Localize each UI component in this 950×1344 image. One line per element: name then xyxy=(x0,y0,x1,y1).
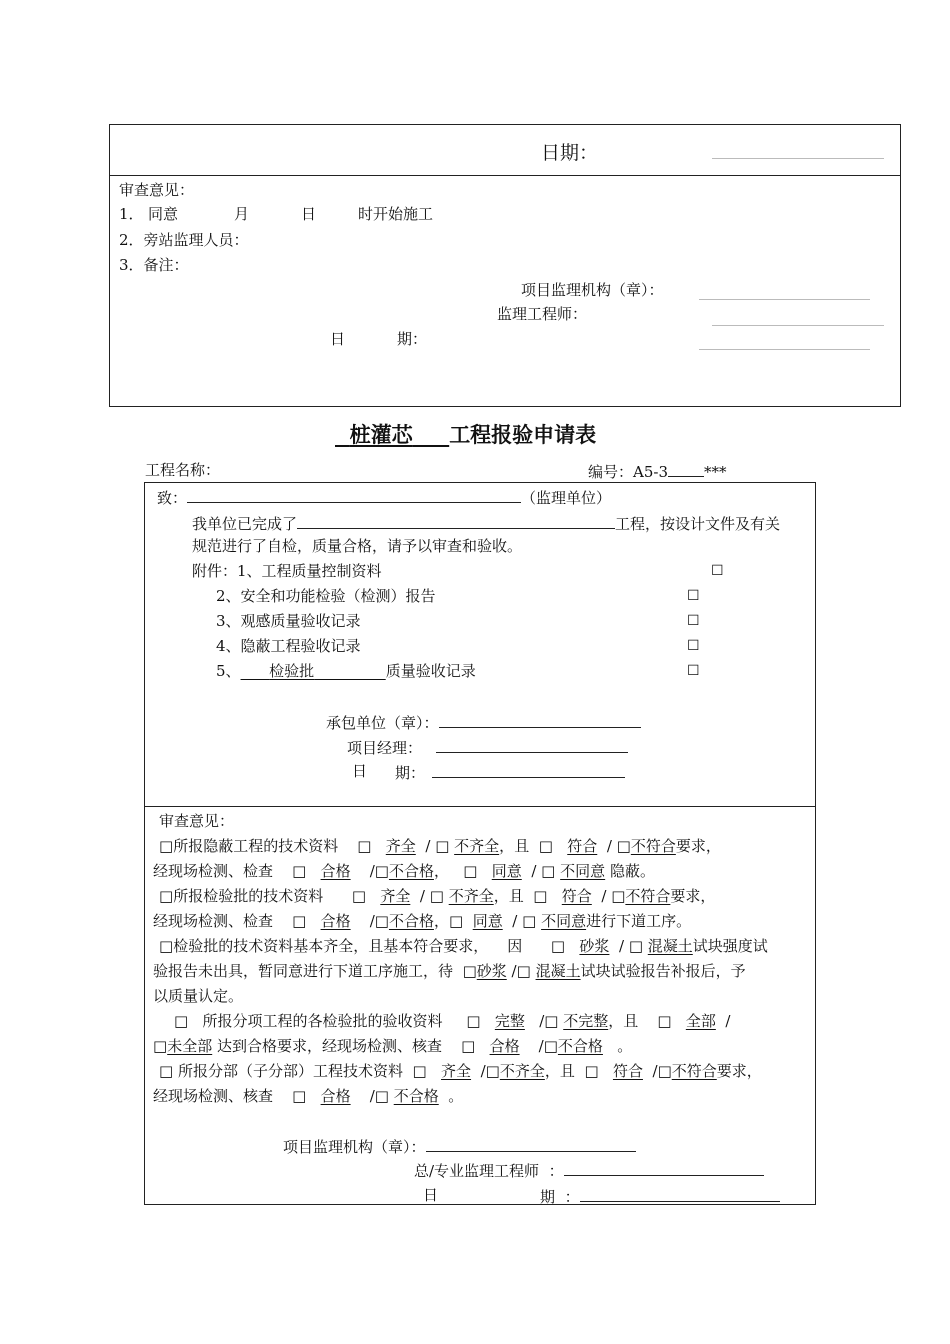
app-completed-row xyxy=(192,513,780,533)
review-p4-notwhole-box[interactable]: □ xyxy=(544,1012,559,1030)
review-p1-fail-box[interactable]: □ xyxy=(374,862,389,880)
review-p3-wait-text: 验报告未出具，暂同意进行下道工序施工，待 xyxy=(153,962,454,980)
contractor-row xyxy=(326,712,641,732)
review-p5-conform-box[interactable]: □ xyxy=(584,1062,599,1080)
review-p1-check-text: 经现场检测、检查 xyxy=(153,862,274,880)
review-p1-incomplete-box[interactable]: □ xyxy=(435,837,450,855)
app-to-row xyxy=(157,487,611,507)
review-p1-disagree-box[interactable]: □ xyxy=(541,862,556,880)
top-item1-start: 时开始施工 xyxy=(358,205,434,223)
review-p2-text: 所报检验批的技术资料 xyxy=(173,887,324,905)
review-p4-notall-box[interactable]: □ xyxy=(153,1037,168,1055)
app-completed-suffix: 工程，按设计文件及有关 xyxy=(615,515,781,533)
attachment-5-fill: 检验批 xyxy=(269,662,315,680)
project-name-label: 工程名称： xyxy=(145,461,221,479)
attachment-item-5 xyxy=(216,662,476,680)
review-date-blank xyxy=(580,1186,780,1202)
review-slash: / xyxy=(618,937,625,955)
review-p2-incomplete-box[interactable]: □ xyxy=(429,887,444,905)
review-p2-agree: 同意 xyxy=(472,912,503,930)
app-date-qi: 期： xyxy=(395,764,426,782)
review-chief-row xyxy=(414,1160,764,1180)
form-number xyxy=(588,461,727,481)
review-slash: / xyxy=(606,837,612,855)
review-p4-text: 所报分项工程的各检验批的验收资料 xyxy=(202,1012,443,1030)
review-p3-mortar2-box[interactable]: □ xyxy=(462,962,477,980)
review-p2-complete: 齐全 xyxy=(380,887,411,905)
review-slash: / xyxy=(369,912,375,930)
form-number-label: 编号：A5-3 xyxy=(588,463,668,481)
review-p4-pass-box[interactable]: □ xyxy=(461,1037,476,1055)
review-p4-line2 xyxy=(153,1037,632,1055)
review-p1-end: 隐蔽。 xyxy=(609,862,655,880)
review-slash: / xyxy=(512,912,518,930)
review-colon: ： xyxy=(564,1188,580,1206)
form-title xyxy=(335,422,596,448)
review-p2-line1: □所报检验批的技术资料 □ 齐全 / □ 不齐全，且 □ 符合 / □不符合要求， xyxy=(159,887,716,905)
review-p3-mortar-box[interactable]: □ xyxy=(550,937,566,955)
review-p1-fail: 不合格 xyxy=(388,862,434,880)
top-item1-agree: 同意 xyxy=(148,205,179,223)
review-p1-line1: □所报隐蔽工程的技术资料 □ 齐全 / □ 不齐全，且 □ 符合 / □不符合要求， xyxy=(159,837,721,855)
review-slash: / xyxy=(369,1087,375,1105)
review-p1-conform-box[interactable]: □ xyxy=(538,837,553,855)
review-p5-box[interactable]: □ xyxy=(159,1062,174,1080)
review-p5-pass-box[interactable]: □ xyxy=(292,1087,307,1105)
review-p4-box[interactable]: □ xyxy=(174,1012,189,1030)
review-p3-line1 xyxy=(159,937,768,955)
app-to-blank xyxy=(187,487,521,503)
review-org-blank xyxy=(426,1136,636,1152)
attachment-checkbox-1[interactable]: ☐ xyxy=(711,563,724,579)
review-p4-fail-box[interactable]: □ xyxy=(543,1037,558,1055)
attachment-5-suffix: 质量验收记录 xyxy=(385,662,476,680)
review-p2-conform: 符合 xyxy=(561,887,592,905)
top-date2-line xyxy=(699,349,870,350)
review-p2-agree-box[interactable]: □ xyxy=(448,912,464,930)
review-p5-nonconform-box[interactable]: □ xyxy=(657,1062,672,1080)
review-slash: / xyxy=(419,887,425,905)
review-p4-all: 全部 xyxy=(685,1012,716,1030)
top-org-line xyxy=(699,299,870,300)
review-p1-box[interactable]: □ xyxy=(159,837,174,855)
contractor-blank xyxy=(439,712,641,728)
review-p1-complete: 齐全 xyxy=(385,837,416,855)
review-and: 且 xyxy=(559,1062,575,1080)
top-date-line xyxy=(712,158,884,159)
application-divider xyxy=(144,806,816,807)
review-slash: / xyxy=(725,1012,731,1030)
review-p1-conform: 符合 xyxy=(567,837,598,855)
review-p1-line2: 经现场检测、检查 □ 合格 /□不合格， □ 同意 / □ 不同意 隐蔽。 xyxy=(153,862,655,880)
review-p5-nonconform: 不符合 xyxy=(671,1062,717,1080)
review-p3-mortar: 砂浆 xyxy=(579,937,610,955)
attachment-checkbox-5[interactable]: ☐ xyxy=(687,663,700,679)
top-date-label: 日期： xyxy=(541,142,599,164)
top-form-divider xyxy=(109,175,901,176)
review-p4-check-text: 达到合格要求，经现场检测、核查 xyxy=(216,1037,442,1055)
review-p4-whole-box[interactable]: □ xyxy=(466,1012,481,1030)
top-item1-num: 1． xyxy=(119,205,144,223)
review-p2-pass-box[interactable]: □ xyxy=(292,912,307,930)
review-and-comma: ，且 xyxy=(608,1012,639,1030)
review-p4-fail: 不合格 xyxy=(557,1037,603,1055)
attachment-checkbox-4[interactable]: ☐ xyxy=(687,638,700,654)
review-p3-line3: 以质量认定。 xyxy=(153,987,244,1005)
review-p1-incomplete: 不齐全 xyxy=(454,837,500,855)
attachment-5-num: 5、 xyxy=(216,662,241,680)
top-engineer-label: 监理工程师： xyxy=(497,305,588,323)
manager-row xyxy=(347,737,628,757)
review-chief-label: 总/专业监理工程师 xyxy=(414,1162,540,1180)
title-rest: 工程报验申请表 xyxy=(449,423,597,447)
review-p2-nonconform: 不符合 xyxy=(625,887,671,905)
review-p3-line2 xyxy=(153,962,746,980)
review-heading: 审查意见： xyxy=(159,812,235,830)
review-slash: / xyxy=(480,1062,486,1080)
form-number-suffix: *** xyxy=(704,463,727,481)
top-item3: 3．备注： xyxy=(119,256,189,274)
app-attachments-label: 附件： xyxy=(192,562,238,580)
review-p4-notall: 未全部 xyxy=(167,1037,213,1055)
top-form-box xyxy=(109,124,901,407)
review-p4-all-box[interactable]: □ xyxy=(657,1012,672,1030)
review-p3-test: 试块强度试 xyxy=(692,937,768,955)
app-date-blank xyxy=(432,762,625,778)
review-p1-agree: 同意 xyxy=(491,862,522,880)
review-p3-mortar2: 砂浆 xyxy=(476,962,507,980)
contractor-label: 承包单位（章）： xyxy=(326,714,439,732)
review-req-suffix: 要求， xyxy=(716,1062,762,1080)
review-p4-whole: 完整 xyxy=(494,1012,525,1030)
review-and: 且 xyxy=(514,837,530,855)
review-req-suffix: 要求， xyxy=(675,837,721,855)
review-p3-text: 检验批的技术资料基本齐全，且基本符合要求， xyxy=(173,937,489,955)
form-number-blank xyxy=(668,461,704,477)
top-review-heading: 审查意见： xyxy=(119,181,195,199)
review-p1-pass-box[interactable]: □ xyxy=(292,862,307,880)
review-p5-incomplete: 不齐全 xyxy=(499,1062,545,1080)
review-p2-fail-box[interactable]: □ xyxy=(374,912,389,930)
review-slash: / xyxy=(652,1062,658,1080)
top-date-ri: 日 xyxy=(330,330,346,348)
review-p1-agree-box[interactable]: □ xyxy=(463,862,478,880)
app-date-row xyxy=(395,762,625,782)
review-slash: / xyxy=(539,1012,545,1030)
review-slash: / xyxy=(601,887,607,905)
top-org-label: 项目监理机构（章）： xyxy=(521,281,664,299)
review-p1-nonconform: 不符合 xyxy=(630,837,676,855)
attachment-checkbox-3[interactable]: ☐ xyxy=(687,613,700,629)
app-to-label: 致： xyxy=(157,489,188,507)
review-p4-end: 。 xyxy=(617,1037,633,1055)
top-item1-month: 月 xyxy=(234,205,250,223)
review-p2-box[interactable]: □ xyxy=(159,887,174,905)
review-slash: / xyxy=(511,962,517,980)
review-p2-nonconform-box[interactable]: □ xyxy=(611,887,626,905)
review-p2-line2: 经现场检测、检查 □ 合格 /□不合格，□ 同意 / □ 不同意进行下道工序。 xyxy=(153,912,692,930)
top-item1-day: 日 xyxy=(301,205,317,223)
review-req-suffix: 要求， xyxy=(670,887,716,905)
manager-label: 项目经理： xyxy=(347,739,423,757)
review-slash: / xyxy=(425,837,431,855)
review-p2-check-text: 经现场检测、检查 xyxy=(153,912,274,930)
review-p4-notwhole: 不完整 xyxy=(563,1012,609,1030)
review-p1-pass: 合格 xyxy=(320,862,351,880)
review-date-qi: 期 xyxy=(540,1188,556,1206)
review-p3-concrete: 混凝土 xyxy=(647,937,693,955)
review-p1-text: 所报隐蔽工程的技术资料 xyxy=(173,837,339,855)
app-supervisor-unit: （监理单位） xyxy=(521,489,612,507)
attachment-item-2: 2、安全和功能检验（检测）报告 xyxy=(216,587,436,605)
review-date-row xyxy=(540,1186,780,1206)
attachment-checkbox-2[interactable]: ☐ xyxy=(687,588,700,604)
top-date-qi: 期： xyxy=(397,330,428,348)
top-engineer-line xyxy=(712,325,884,326)
review-p5-incomplete-box[interactable]: □ xyxy=(485,1062,500,1080)
review-p5-line1: □ 所报分部（子分部）工程技术资料 □ 齐全 /□不齐全，且 □ 符合 /□不符合要求， xyxy=(159,1062,762,1080)
review-and: 且 xyxy=(508,887,524,905)
review-slash: / xyxy=(538,1037,544,1055)
review-slash: / xyxy=(369,862,375,880)
review-p1-nonconform-box[interactable]: □ xyxy=(616,837,631,855)
review-p4-pass: 合格 xyxy=(489,1037,520,1055)
review-org-label: 项目监理机构（章）： xyxy=(283,1138,426,1156)
review-p4-line1 xyxy=(174,1012,730,1030)
review-p2-conform-box[interactable]: □ xyxy=(533,887,548,905)
review-p5-check-text: 经现场检测、核查 xyxy=(153,1087,274,1105)
review-p3-concrete-box[interactable]: □ xyxy=(628,937,643,955)
review-org-row xyxy=(283,1136,636,1156)
app-completed-prefix: 我单位已完成了 xyxy=(192,515,298,533)
review-p1-disagree: 不同意 xyxy=(560,862,606,880)
app-completed-blank xyxy=(297,513,615,529)
review-p5-complete-box[interactable]: □ xyxy=(412,1062,427,1080)
review-p5-text: 所报分部（子分部）工程技术资料 xyxy=(177,1062,403,1080)
review-p5-line2 xyxy=(153,1087,463,1105)
review-p2-complete-box[interactable]: □ xyxy=(351,887,366,905)
app-line2: 规范进行了自检，质量合格，请予以审查和验收。 xyxy=(192,537,523,555)
app-attachments-row xyxy=(192,562,382,580)
app-date-ri: 日 xyxy=(352,762,368,780)
manager-blank xyxy=(436,737,628,753)
review-p5-conform: 符合 xyxy=(612,1062,643,1080)
review-p2-end: 进行下道工序。 xyxy=(586,912,692,930)
review-p5-end: 。 xyxy=(448,1087,464,1105)
review-chief-blank xyxy=(564,1160,764,1176)
review-p2-fail: 不合格 xyxy=(388,912,434,930)
attachment-item-3: 3、观感质量验收记录 xyxy=(216,612,361,630)
review-p2-incomplete: 不齐全 xyxy=(448,887,494,905)
review-p3-concrete2-box[interactable]: □ xyxy=(516,962,531,980)
review-p2-pass: 合格 xyxy=(320,912,351,930)
review-p5-complete: 齐全 xyxy=(441,1062,472,1080)
review-p5-fail: 不合格 xyxy=(393,1087,439,1105)
title-project-type: 桩灌芯 xyxy=(349,423,413,447)
review-p2-disagree-box[interactable]: □ xyxy=(522,912,537,930)
review-slash: / xyxy=(531,862,537,880)
review-colon: ： xyxy=(548,1162,564,1180)
attachment-item-4: 4、隐蔽工程验收记录 xyxy=(216,637,361,655)
review-p1-complete-box[interactable]: □ xyxy=(357,837,372,855)
review-p3-concrete2: 混凝土 xyxy=(535,962,581,980)
attachment-item-1: 1、工程质量控制资料 xyxy=(237,562,382,580)
review-p5-pass: 合格 xyxy=(320,1087,351,1105)
review-p2-disagree: 不同意 xyxy=(541,912,587,930)
top-item2: 2．旁站监理人员： xyxy=(119,231,249,249)
review-p5-fail-box[interactable]: □ xyxy=(374,1087,389,1105)
review-p3-report-text: 试块试验报告补报后，予 xyxy=(580,962,746,980)
review-date-ri: 日 xyxy=(423,1186,439,1204)
review-p3-because: 因 xyxy=(507,937,523,955)
review-p3-box[interactable]: □ xyxy=(159,937,174,955)
